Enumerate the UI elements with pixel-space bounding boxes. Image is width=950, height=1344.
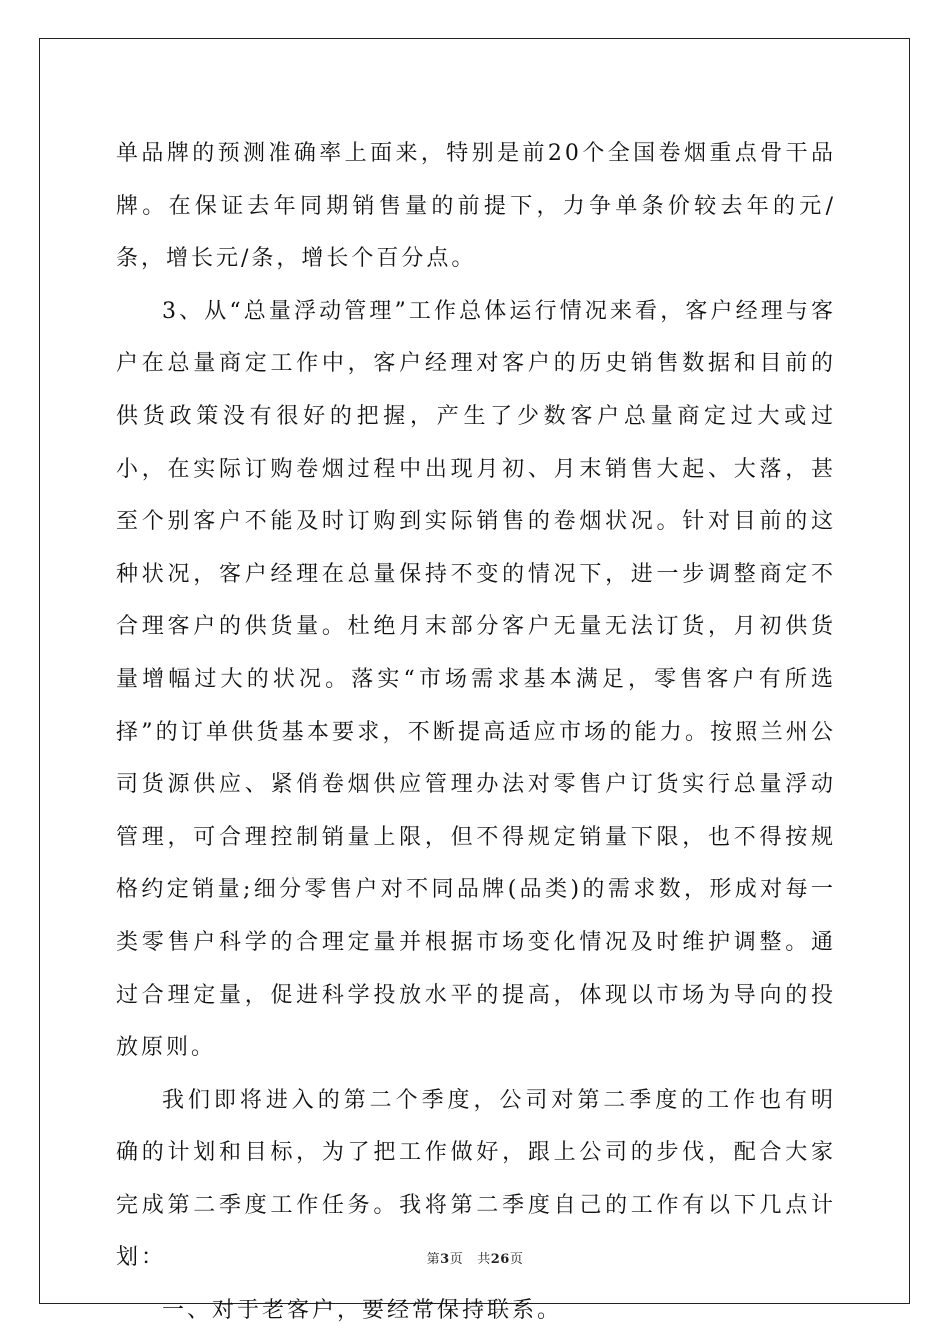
text-line: 计划和目标，为了把工作做好，跟上公司的步伐，配合大家完成第二 bbox=[116, 1140, 836, 1218]
text-line: 订购卷烟过程中出现月初、月末销售大起、大落，甚至个别客户不能 bbox=[116, 456, 836, 535]
total-prefix: 共 bbox=[477, 1252, 491, 1267]
text-line: 月末部分客户无量无法订货，月初供货量增幅过大的状况。落实“市 bbox=[116, 614, 836, 692]
page-footer bbox=[0, 1248, 950, 1267]
text-line: 单品牌的预测准确率上面来，特别是前20个全国卷烟重点骨干品牌。 bbox=[116, 141, 836, 219]
text-line: 及时订购到实际销售的卷烟状况。针对目前的这种状况，客户经理在 bbox=[116, 509, 836, 587]
text-line: 户在总量商定工作中，客户经理对客户的历史销售数据和目前的供货 bbox=[116, 351, 836, 429]
text-line: 政策没有很好的把握，产生了少数客户总量商定过大或过小，在实际 bbox=[116, 403, 836, 482]
page-total-number: 26 bbox=[490, 1252, 510, 1267]
page-suffix: 页 bbox=[449, 1252, 464, 1267]
text-line: 季度工作任务。我将第二季度自己的工作有以下几点计划： bbox=[116, 1192, 836, 1271]
text-line: 总量保持不变的情况下，进一步调整商定不合理客户的供货量。杜绝 bbox=[116, 561, 836, 640]
page-current-number: 3 bbox=[440, 1252, 450, 1267]
text-line: 对零售户订货实行总量浮动管理，可合理控制销量上限，但不得规定 bbox=[116, 772, 836, 850]
text-line: 3、从“总量浮动管理”工作总体运行情况来看，客户经理与客 bbox=[162, 298, 836, 324]
text-line: 我们即将进入的第二个季度，公司对第二季度的工作也有明确的 bbox=[116, 1087, 836, 1166]
text-line: 场需求基本满足，零售客户有所选择”的订单供货基本要求，不断提 bbox=[116, 666, 836, 745]
text-line: 元/条，增长个百分点。 bbox=[216, 246, 477, 272]
text-line: 高适应市场的能力。按照兰州公司货源供应、紧俏卷烟供应管理办法 bbox=[116, 719, 836, 798]
text-line: 一、对于老客户，要经常保持联系。 bbox=[162, 1298, 563, 1324]
paragraph-2 bbox=[116, 286, 836, 1075]
paragraph-4 bbox=[116, 1285, 836, 1338]
page-prefix: 第 bbox=[426, 1252, 441, 1267]
text-line: 需求数，形成对每一类零售户科学的合理定量并根据市场变化情况及 bbox=[116, 877, 836, 955]
total-suffix: 页 bbox=[509, 1252, 524, 1267]
text-line: 时维护调整。通过合理定量，促进科学投放水平的提高，体现以市场 bbox=[116, 929, 836, 1008]
paragraph-1 bbox=[116, 128, 836, 286]
text-line: 为导向的投放原则。 bbox=[116, 982, 836, 1061]
document-body bbox=[116, 128, 836, 1338]
text-line: 销量下限，也不得按规格约定销量;细分零售户对不同品牌(品类)的 bbox=[116, 824, 836, 903]
text-line: 在保证去年同期销售量的前提下，力争单条价较去年的元/条，增长 bbox=[116, 193, 836, 272]
